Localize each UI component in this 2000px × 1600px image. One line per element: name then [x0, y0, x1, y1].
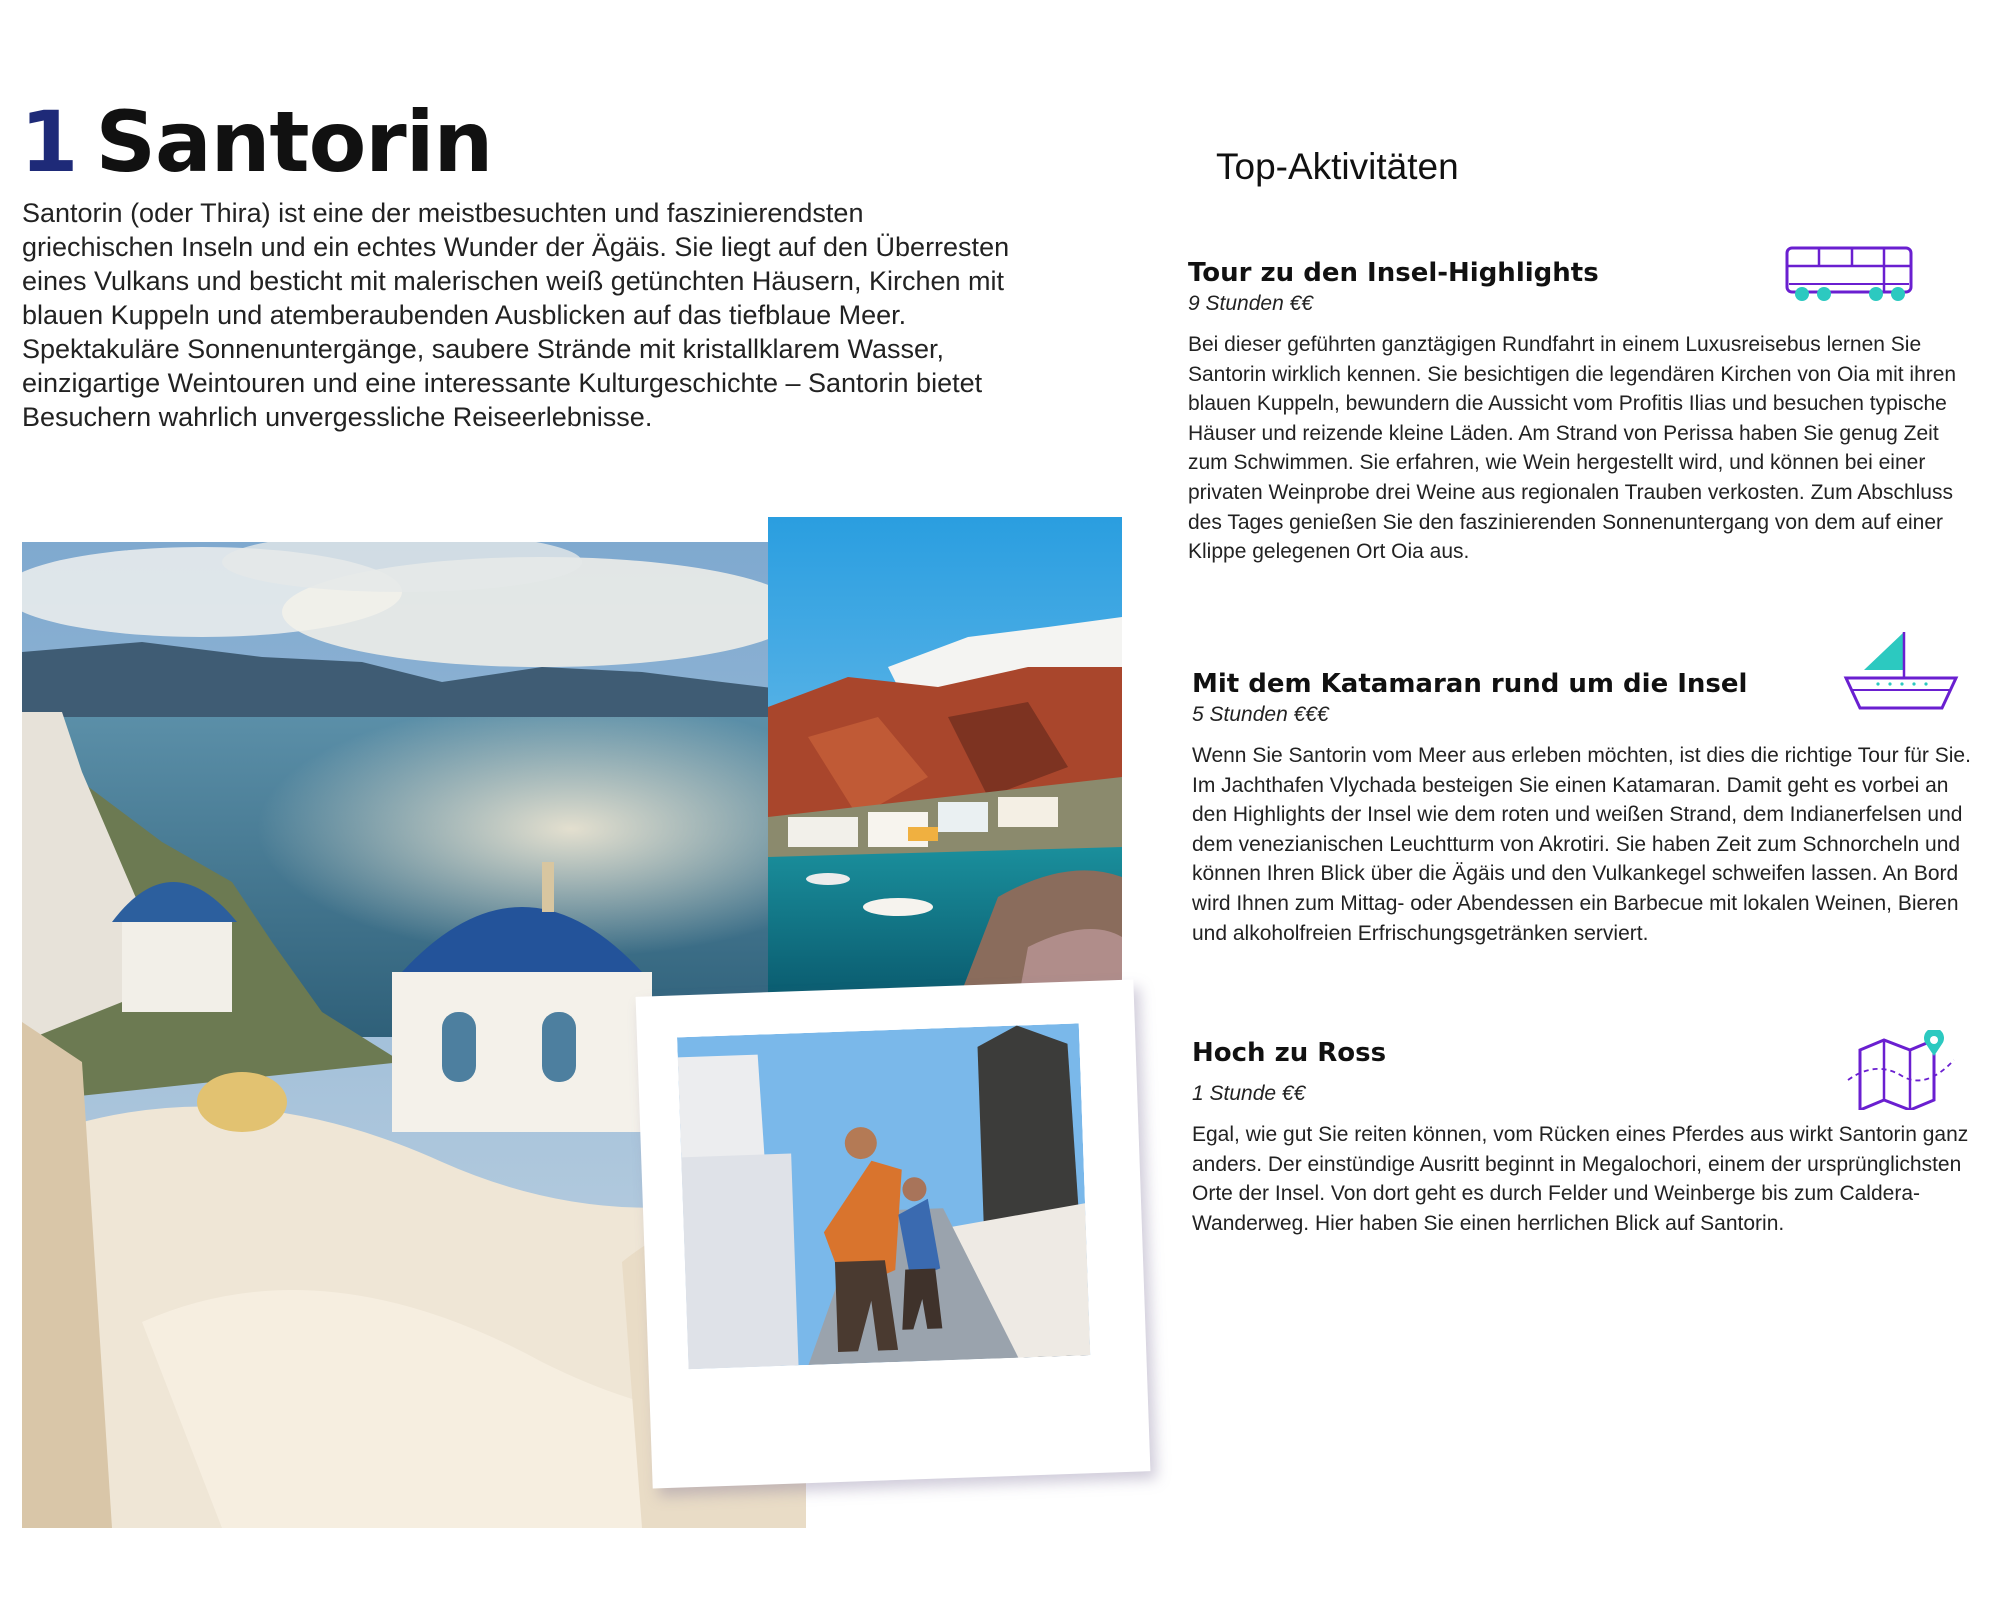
activity-description: Wenn Sie Santorin vom Meer aus erleben möchten, ist dies die richtige Tour für Sie. Im Jachthafen Vlychada besteigen Sie einen Katamaran. Damit geht es vorbei an den Highlights der Insel wie dem roten und weißen Strand, dem Indianerfelsen und dem venezianischen Leuchtturm von Akrotiri. Sie haben Zeit zum Schnorcheln und können Ihren Blick über die Ägäis und den Vulkankegel schweifen lassen. An Bord wird Ihnen zum Mittag- oder Abendessen ein Barbecue mit lokalen Weinen, Bieren und alkoholfreien Erfrischungsgetränken serviert. [1192, 744, 1971, 945]
activity-duration-price: 1 Stunde €€ [1192, 1082, 1306, 1105]
section-number: 1 [20, 93, 78, 191]
donkey-ride-polaroid [636, 979, 1151, 1488]
activity-duration-price: 9 Stunden €€ [1188, 292, 1313, 315]
bus-icon [1784, 244, 1916, 311]
title-text: Santorin [95, 93, 493, 191]
donkey-ride-photo [677, 1023, 1090, 1369]
activity-title: Hoch zu Ross [1192, 1038, 1387, 1068]
page-title [20, 92, 492, 192]
activity-title: Mit dem Katamaran rund um die Insel [1192, 669, 1748, 699]
activity-description: Egal, wie gut Sie reiten können, vom Rücken eines Pferdes aus wirkt Santorin ganz anders. Der einstündige Ausritt beginnt in Megalochori, einem der ursprünglichsten Orte der Insel. Von dort geht es durch Felder und Weinberge bis zum Caldera-Wanderweg. Hier haben Sie einen herrlichen Blick auf Santorin. [1192, 1123, 1969, 1235]
sailboat-icon [1842, 628, 1960, 717]
activity-title: Tour zu den Insel-Highlights [1188, 258, 1599, 288]
activity-description: Bei dieser geführten ganztägigen Rundfahrt in einem Luxusreisebus lernen Sie Santorin wirklich kennen. Sie besichtigen die legendären Kirchen von Oia mit ihren blauen Kuppeln, bewundern die Aussicht vom Profitis Ilias und besuchen typische Häuser und reizende kleine Läden. Am Strand von Perissa haben Sie genug Zeit zum Schwimmen. Sie erfahren, wie Wein hergestellt wird, und können bei einer privaten Weinprobe drei Weine aus regionalen Trauben verkosten. Zum Abschluss des Tages genießen Sie den faszinierenden Sonnenuntergang von dem auf einer Klippe gelegenen Ort Oia aus. [1188, 333, 1957, 564]
map-pin-icon [1846, 1030, 1958, 1115]
amoudi-bay-photo [768, 517, 1122, 1001]
activity-duration-price: 5 Stunden €€€ [1192, 703, 1329, 726]
intro-paragraph: Santorin (oder Thira) ist eine der meistbesuchten und faszinierendsten griechischen Inseln und ein echtes Wunder der Ägäis. Sie liegt auf den Überresten eines Vulkans und besticht mit malerischen weiß getünchten Häusern, Kirchen mit blauen Kuppeln und atemberaubenden Ausblicken auf das tiefblaue Meer. Spektakuläre Sonnenuntergänge, saubere Strände mit kristallklarem Wasser, einzigartige Weintouren und eine interessante Kulturgeschichte – Santorin bietet Besuchern wahrlich unvergessliche Reiseerlebnisse. [22, 198, 1010, 432]
top-activities-heading: Top-Aktivitäten [1216, 146, 1459, 187]
